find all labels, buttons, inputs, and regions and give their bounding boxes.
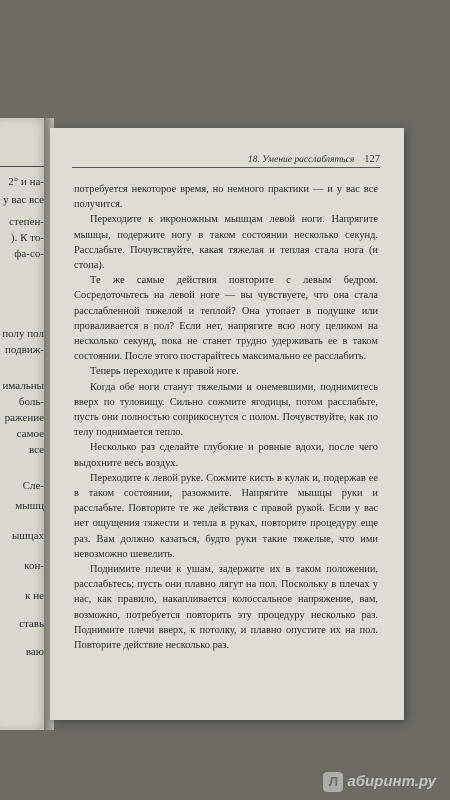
left-page — [0, 118, 50, 730]
labirint-logo-icon: Л — [323, 772, 343, 792]
page-number: 127 — [364, 154, 380, 165]
running-header — [72, 154, 380, 168]
left-fragment: 2° и на- — [8, 176, 44, 188]
paragraph: Переходите к икроножным мышцам левой ноги. Напрягите мышцы, подержите ногу в таком состоянии несколько секунд. Расслабьте. Почувствуйте, какая тяжелая и теплая стала нога (и стопа). — [74, 214, 378, 272]
watermark-text: абиринт.ру — [347, 773, 436, 790]
left-fragment: Сле- — [22, 480, 44, 492]
chapter-title: 18. Умение расслабляться — [247, 155, 355, 165]
left-fragment: кон- — [24, 560, 44, 572]
left-fragment: самое — [16, 428, 44, 440]
right-page — [50, 128, 404, 720]
paragraph: потребуется некоторое время, но немного практики — и у вас все получится. — [74, 184, 378, 211]
left-fragment: боль- — [18, 396, 44, 408]
paragraph: Те же самые действия повторите с левым бедром. Сосредоточьтесь на левой ноге — вы чувствуете, что она стала расслабленной тяжелой и теплой? Она утопает в подушке или проваливается в пол? Если нет, напрягите всю ногу целиком на несколько секунд, пока не станет трудно удерживать ее в таком состоянии. После этого постарайтесь максимально ее расслабить. — [74, 275, 378, 363]
left-fragment: все — [28, 444, 44, 456]
left-fragment: ). К то- — [10, 232, 44, 244]
left-fragment: у вас все — [3, 194, 44, 206]
paragraph: Переходите к левой руке. Сожмите кисть в кулак и, подержав ее в таком состоянии, разожмите. Напрягите мышцы руки и расслабьте. Повторите те же действия с правой рукой. Если у вас нет ощущения тяжести и тепла в руках, повторите процедуру еще раз. Вам должно казаться, будто руки такие тяжелые, что ими невозможно шевелить. — [74, 472, 378, 560]
paragraph: Когда обе ноги станут тяжелыми и онемевшими, поднимитесь вверх по туловищу. Сильно сожмите ягодицы, потом расслабьте, пусть они полностью соприкоснутся с полом. Почувствуйте, как по телу поднимается тепло. — [74, 381, 378, 439]
left-fragment: имальны — [2, 380, 44, 392]
left-fragment: полу пол — [2, 328, 44, 340]
left-fragment: к не — [25, 590, 44, 602]
left-fragment: ышцах — [11, 530, 44, 542]
left-fragment: степен- — [9, 216, 44, 228]
left-fragment: ражение — [4, 412, 44, 424]
left-header-rule — [0, 166, 44, 167]
left-fragment: фа-со- — [14, 248, 44, 260]
body-text — [74, 182, 378, 653]
left-fragment: подвиж- — [4, 344, 44, 356]
left-fragment: мышц — [15, 500, 44, 512]
paragraph: Теперь переходите к правой ноге. — [90, 366, 239, 378]
left-fragment: ставь — [19, 618, 44, 630]
paragraph: Поднимите плечи к ушам, задержите их в таком положении, расслабьтесь; пусть они плавно лягут на пол. Поскольку в плечах у нас, как правило, накапливается колоссальное напряжение, вам, возможно, потребуется повторить эту процедуру несколько раз. Поднимите плечи вверх, к потолку, и плавно опустите их на пол. Повторите действие несколько раз. — [74, 564, 378, 652]
left-fragment: ваю — [25, 646, 44, 658]
watermark — [323, 772, 436, 792]
paragraph: Несколько раз сделайте глубокие и ровные вдохи, после чего выдохните весь воздух. — [74, 442, 378, 469]
